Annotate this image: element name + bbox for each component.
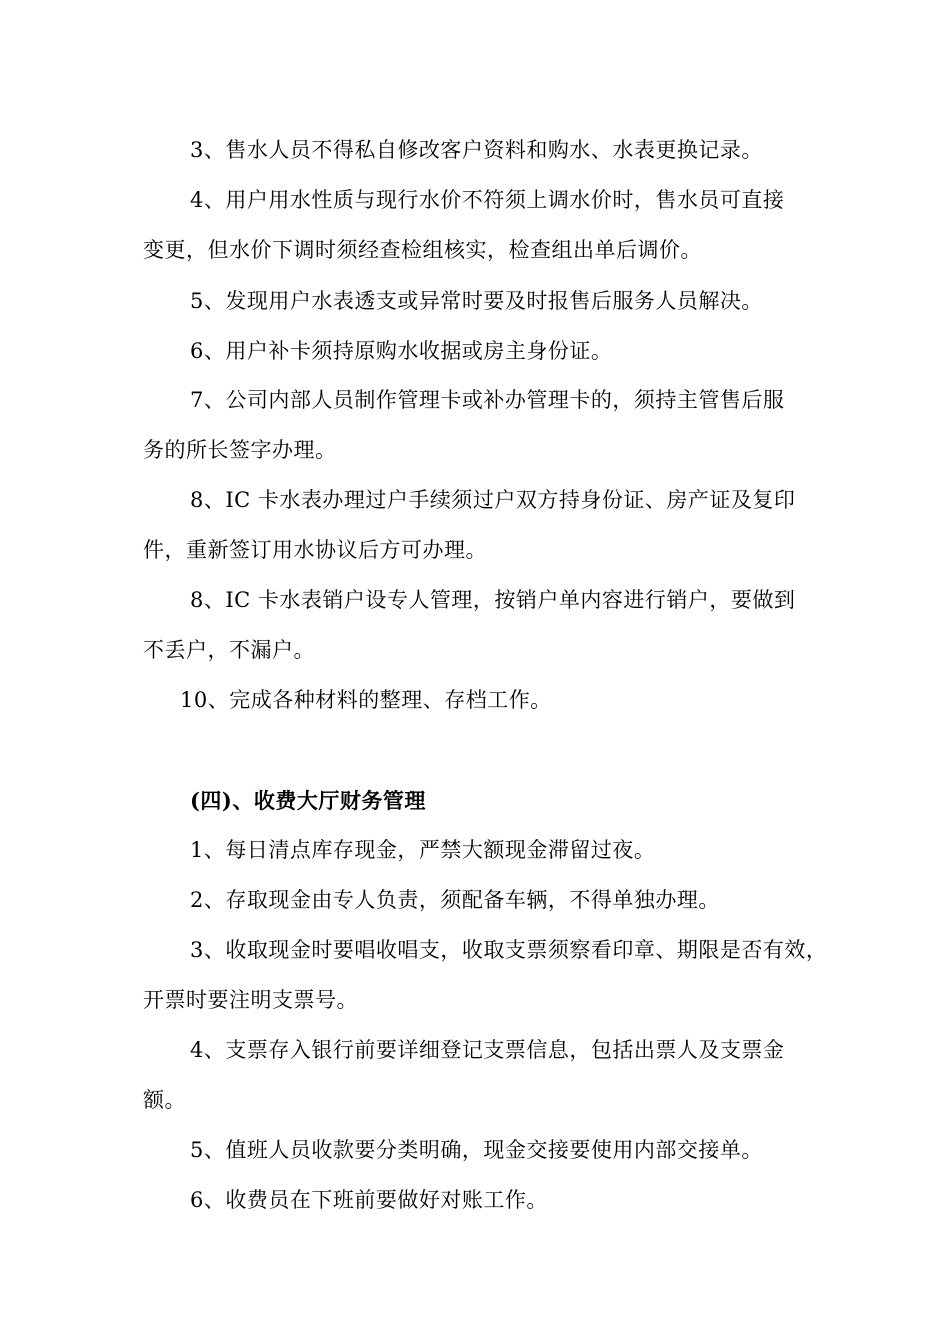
paragraph-item-8a-line-1: 8、IC 卡水表办理过户手续须过户双方持身份证、房产证及复印 [190, 488, 796, 512]
paragraph-item-4-line-2: 变更，但水价下调时须经查检组核实，检查组出单后调价。 [143, 238, 702, 262]
paragraph-item-5-line-1: 5、发现用户水表透支或异常时要及时报售后服务人员解决。 [190, 289, 763, 313]
section-heading: (四)、收费大厅财务管理 [190, 788, 426, 813]
paragraph-item-6-line-1: 6、用户补卡须持原购水收据或房主身份证。 [190, 339, 613, 363]
finance-item-4-line-2: 额。 [143, 1088, 186, 1112]
paragraph-item-8b-line-1: 8、IC 卡水表销户设专人管理，按销户单内容进行销户，要做到 [190, 588, 796, 612]
paragraph-item-3-line-1: 3、售水人员不得私自修改客户资料和购水、水表更换记录。 [190, 138, 763, 162]
paragraph-item-4-line-1: 4、用户用水性质与现行水价不符须上调水价时，售水员可直接 [190, 188, 785, 212]
finance-item-6-line-1: 6、收费员在下班前要做好对账工作。 [190, 1188, 548, 1212]
finance-item-2-line-1: 2、存取现金由专人负责，须配备车辆，不得单独办理。 [190, 888, 720, 912]
finance-item-3-line-2: 开票时要注明支票号。 [143, 988, 358, 1012]
paragraph-item-8a-line-2: 件，重新签订用水协议后方可办理。 [143, 538, 487, 562]
finance-item-5-line-1: 5、值班人员收款要分类明确，现金交接要使用内部交接单。 [190, 1138, 763, 1162]
finance-item-4-line-1: 4、支票存入银行前要详细登记支票信息，包括出票人及支票金 [190, 1038, 785, 1062]
finance-item-1-line-1: 1、每日清点库存现金，严禁大额现金滞留过夜。 [190, 838, 656, 862]
paragraph-item-10-line-1: 10、完成各种材料的整理、存档工作。 [180, 688, 552, 712]
paragraph-item-8b-line-2: 不丢户，不漏户。 [143, 638, 315, 662]
paragraph-item-7-line-1: 7、公司内部人员制作管理卡或补办管理卡的，须持主管售后服 [190, 388, 785, 412]
finance-item-3-line-1: 3、收取现金时要唱收唱支，收取支票须察看印章、期限是否有效， [190, 938, 828, 962]
paragraph-item-7-line-2: 务的所长签字办理。 [143, 438, 337, 462]
